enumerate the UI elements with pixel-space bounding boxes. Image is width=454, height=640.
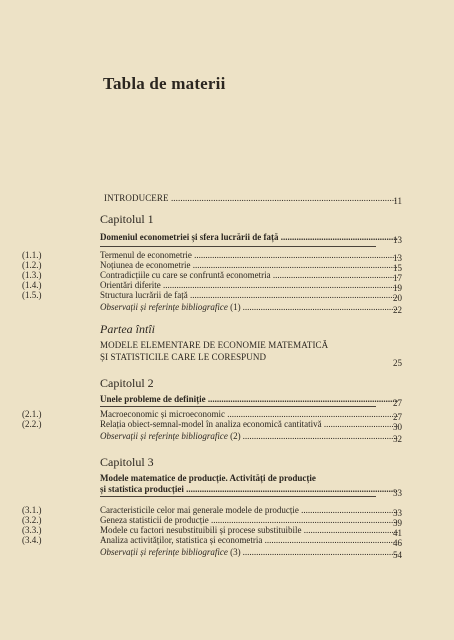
toc-page-number: 33 <box>393 508 402 518</box>
toc-item-number: (1.2.) <box>22 260 42 270</box>
chapter-2-label: Capitolul 2 <box>100 376 154 390</box>
toc-item-number: (2.2.) <box>22 419 42 429</box>
divider <box>100 496 376 497</box>
toc-item: Structura lucrării de față ..... <box>100 290 398 301</box>
toc-item-number: (1.4.) <box>22 280 42 290</box>
toc-page-number: 27 <box>393 412 402 422</box>
toc-observatii: Observații și referințe bibliografice (2) ..... <box>100 431 398 442</box>
part-1-label: Partea întîi <box>100 322 155 336</box>
toc-item: Analiza activităților, statistica și econometria ..... <box>100 535 398 546</box>
toc-item-number: (1.1.) <box>22 250 42 260</box>
toc-entry-introducere <box>104 193 396 204</box>
toc-item-number: (3.4.) <box>22 535 42 545</box>
chapter-3-heading-line1: Modele matematice de producție. Activități de producție <box>100 473 316 483</box>
toc-item-number: (2.1.) <box>22 409 42 419</box>
toc-item: Relația obiect-semnal-model în analiza economică cantitativă ..... <box>100 419 398 430</box>
toc-observatii: Observații și referințe bibliografice (3) ..... <box>100 547 398 558</box>
toc-item: Termenul de econometrie ..... <box>100 250 398 261</box>
toc-page-number: 17 <box>393 273 402 283</box>
chapter-1-heading: Domeniul econometriei și sfera lucrării de față ..... <box>100 232 398 243</box>
toc-page-number: 22 <box>393 305 402 315</box>
toc-observatii: Observații și referințe bibliografice (1) ..... <box>100 302 398 313</box>
toc-item-number: (3.1.) <box>22 505 42 515</box>
toc-page-number: 32 <box>393 434 402 444</box>
toc-page-number: 11 <box>393 196 402 206</box>
toc-page-number: 27 <box>393 398 402 408</box>
toc-page-number: 20 <box>393 293 402 303</box>
toc-item: Contradicțiile cu care se confruntă econometria ..... <box>100 270 398 281</box>
chapter-3-heading-line2: și statistica producției ..... <box>100 484 398 495</box>
toc-item-number: (1.3.) <box>22 270 42 280</box>
toc-page-number: 46 <box>393 538 402 548</box>
chapter-2-heading: Unele probleme de definiție ..... <box>100 394 398 405</box>
chapter-1-label: Capitolul 1 <box>100 212 154 226</box>
toc-item-number: (1.5.) <box>22 290 42 300</box>
page-title: Tabla de materii <box>103 74 226 93</box>
toc-page-number: 41 <box>393 528 402 538</box>
divider <box>100 406 376 407</box>
toc-page-number: 15 <box>393 263 402 273</box>
toc-item-number: (3.2.) <box>22 515 42 525</box>
toc-item: Caracteristicile celor mai generale modele de producție ..... <box>100 505 398 516</box>
toc-item: Noțiunea de econometrie ..... <box>100 260 398 271</box>
toc-page-number: 30 <box>393 422 402 432</box>
toc-page-number: 25 <box>393 358 402 368</box>
toc-page-number: 13 <box>393 235 402 245</box>
toc-page-number: 19 <box>393 283 402 293</box>
toc-page-number: 39 <box>393 518 402 528</box>
toc-item: Macroeconomic și microeconomic ..... <box>100 409 398 420</box>
toc-page-number: 13 <box>393 253 402 263</box>
toc-page-number: 33 <box>393 488 402 498</box>
toc-item: Modele cu factori nesubstituibili și procese substituibile ..... <box>100 525 398 536</box>
toc-page-number: 54 <box>393 550 402 560</box>
toc-item: Geneza statisticii de producție ..... <box>100 515 398 526</box>
part-1-title-line2: ȘI STATISTICILE CARE LE CORESPUND <box>100 352 267 362</box>
toc-entry-label: INTRODUCERE <box>104 193 169 203</box>
divider <box>100 246 376 247</box>
chapter-3-label: Capitolul 3 <box>100 455 154 469</box>
toc-item: Orientări diferite ..... <box>100 280 398 291</box>
part-1-title-line1: MODELE ELEMENTARE DE ECONOMIE MATEMATICĂ <box>100 340 329 350</box>
toc-item-number: (3.3.) <box>22 525 42 535</box>
